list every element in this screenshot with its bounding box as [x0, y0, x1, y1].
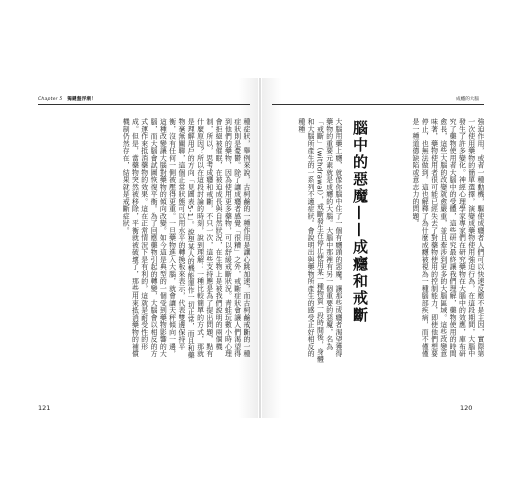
section-text: 大腦用藥上癮，就像你腦中住了一個有癮頭的惡魔。讓那些成癮者渴望獲得藥物的重要元素就是成癮的大腦。大腦中那裡有另一個重要的惡魔，名為「戒斷」（withdrawal），戒斷發生在停止使用某一種物質一段時間後，身體和大腦所產生的一系列不適症狀。會說明出與藥物所產生的感受正好相反的種種 [296, 118, 342, 363]
right-header-rule [272, 104, 484, 105]
chapter-title: 獨鍵盤浮潮！ [67, 97, 96, 102]
right-intro-text: 強迫作用，或者一種動機，驅使成癮者人們可以快速反應不是主因，實際第一次使用藥物的簡單選擇，演變成藥物使用強迫行為，在這段期間，大腦中發生了許多變化。神經心理學家專家們在研究藥物在大腦中的效應，庫布研究了藥物使用者大腦中的受體，這些研究最終讓我們理解，藥物使用的時間愈長，這些大腦的改變就愈嚴重，並且牽涉到更多的大腦區域。這些改變意味著，藥物使用者很可能已經失去了對藥物使用的控制能力，即使他們想要停止，也無法做到。這也解釋了為什麼成癮被視為一種腦部疾病，而不僅僅是一種道德缺陷或意志力的問題。 [410, 118, 484, 358]
right-running-head: 成癮的大腦 [456, 97, 479, 102]
left-body-text: 種症狀，舉例來說，古柯鹼的一種作用是讓心跳加速，而古柯鹼戒斷的一種症狀則是憂鬱。除了讓成癮者感覺「很糟」之外，戒斷症狀會讓人們渴望得到他們的藥物，因為使用更多藥物，可以舒緩戒斷狀況。青蛙玩數小時心理會拒絕被催眠，在被迫成長與自然狀況，在生物上是被我們說明的兩個機制，所以，思考成癮和戒斷，不只一次，這些支持應是為了提出問題，點有什麼原因？所以在這段討論的時刻，說到理解：一種比較簡單的方式，那就是理解用戶的方向「見圖表5-1」。說想某人的機能運作一切正常，而且和藥物毫無關聯，這個正常狀態可以用水平的轉換板來表示，代表雙邊保持平衡，沒有任何一側被壓得更重。一旦藥物進入大腦，就會讓天秤傾向一邊，這種改變讓大腦對藥物的傾向改變。如今這是典型的一個受到藥物影響的大腦，而大腦會試圖恢復平衡。為了回應藥物引起的轉變，大腦會以相反的方式運作來抵消藥物的效果。這在正常情況下是有利的，這就是耐受性的形成。但是，當藥物突然被移除，平衡就被破壞了，那些用來抵消藥物的補償機制仍然存在，結果就是戒斷症狀。 [121, 118, 250, 359]
section-title: 腦中的惡魔——成癮和戒斷 [351, 120, 369, 324]
left-page-number: 121 [38, 404, 51, 412]
left-running-head [38, 96, 96, 102]
book-gutter [259, 78, 261, 418]
right-page-number: 120 [460, 404, 473, 412]
left-header-rule [38, 104, 250, 105]
chapter-label: Chapter 5 [38, 97, 63, 102]
